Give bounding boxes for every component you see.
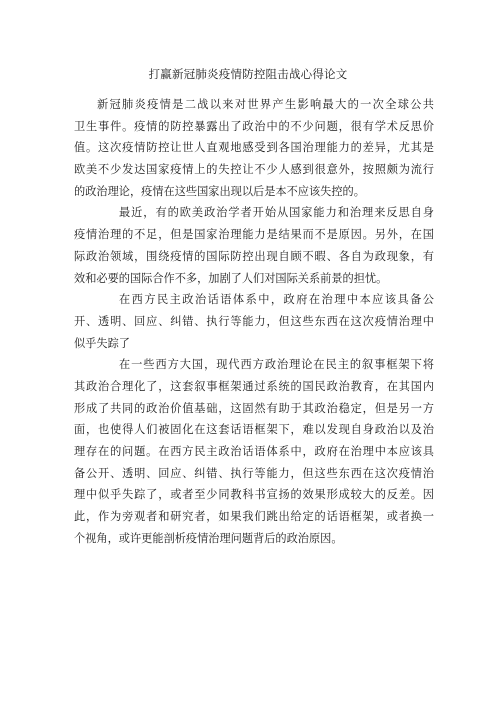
text-line: 际政治领域，围绕疫情的国际防控出现自顾不暇、各自为政现象，有 xyxy=(74,249,434,263)
text-line: 理中似乎失踪了，或者至少同教科书宣扬的效果形成较大的反差。因 xyxy=(74,488,434,502)
text-line: 个视角，或许更能剖析疫情治理问题背后的政治原因。 xyxy=(74,531,343,545)
text-line: 其政治合理化了，这套叙事框架通过系统的国民政治教育，在其国内 xyxy=(74,379,434,393)
text-line: 在西方民主政治话语体系中，政府在治理中本应该具备公 xyxy=(119,293,434,307)
text-line: 新冠肺炎疫情是二战以来对世界产生影响最大的一次全球公共 xyxy=(97,98,434,111)
text-line: 此，作为旁观者和研究者，如果我们跳出给定的话语框架，或者换一 xyxy=(74,510,434,524)
text-line: 面，也使得人们被固化在这套话语框架下，难以发现自身政治以及治 xyxy=(74,423,434,437)
text-line: 疫情治理的不足，但是国家治理能力是结果而不是原因。另外，在国 xyxy=(74,228,434,242)
text-line: 的政治理论，疫情在这些国家出现以后是本不应该失控的。 xyxy=(74,184,365,198)
text-line: 效和必要的国际合作不多，加剧了人们对国际关系前景的担忧。 xyxy=(74,271,388,285)
paragraph-4 xyxy=(74,354,434,549)
paragraph-2 xyxy=(74,202,434,289)
text-line: 备公开、透明、回应、纠错、执行等能力，但这些东西在这次疫情治 xyxy=(74,466,434,480)
text-line: 理存在的问题。在西方民主政治话语体系中，政府在治理中本应该具 xyxy=(74,445,434,458)
text-line: 值。这次疫情防控让世人直观地感受到各国治理能力的差异，尤其是 xyxy=(74,141,434,155)
paragraph-1 xyxy=(74,94,434,202)
text-line: 最近，有的欧美政治学者开始从国家能力和治理来反思自身 xyxy=(119,206,434,220)
document-title: 打赢新冠肺炎疫情防控阻击战心得论文 xyxy=(148,67,348,81)
paragraph-3 xyxy=(74,289,434,354)
text-line: 形成了共同的政治价值基础，这固然有助于其政治稳定，但是另一方 xyxy=(74,401,434,415)
document-body xyxy=(74,94,434,549)
text-line: 在一些西方大国，现代西方政治理论在民主的叙事框架下将 xyxy=(119,358,434,372)
text-line: 卫生事件。疫情的防控暴露出了政治中的不少问题，很有学术反思价 xyxy=(74,119,434,133)
text-line: 开、透明、回应、纠错、执行等能力，但这些东西在这次疫情治理中 xyxy=(74,314,434,328)
text-line: 欧美不少发达国家疫情上的失控让不少人感到很意外，按照颇为流行 xyxy=(74,163,434,177)
text-line: 似乎失踪了 xyxy=(74,336,130,350)
